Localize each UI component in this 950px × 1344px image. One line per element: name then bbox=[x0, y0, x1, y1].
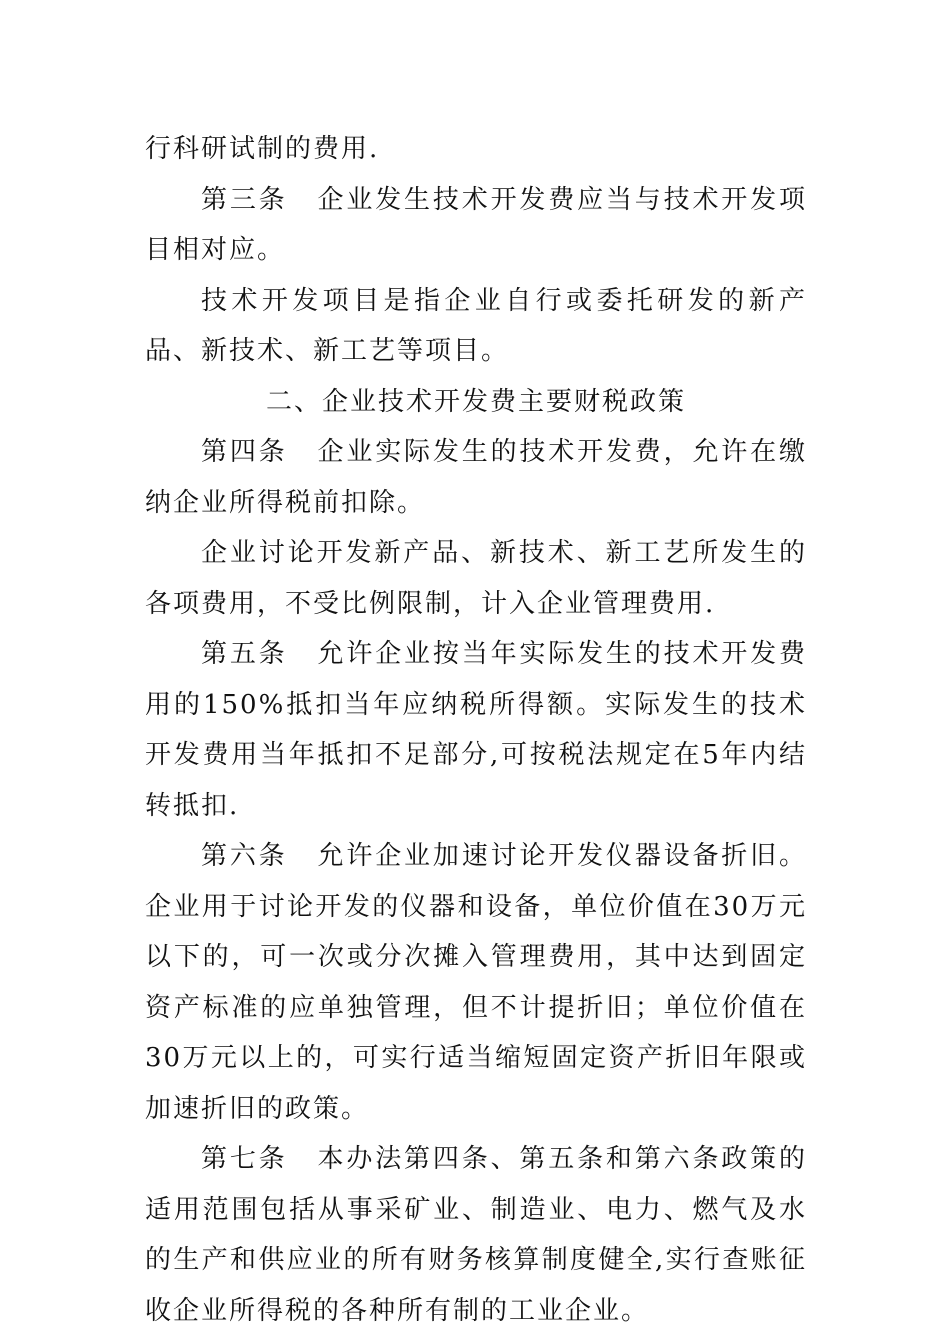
article-7-paragraph bbox=[145, 1134, 807, 1336]
article-5-paragraph bbox=[145, 629, 807, 831]
document-body bbox=[145, 124, 807, 1336]
paragraph-text: 本办法第四条、第五条和第六条政策的适用范围包括从事采矿业、制造业、电力、燃气及水的生产和供应业的所有财务核算制度健全,实行查账征收企业所得税的各种所有制的工业企业。 bbox=[145, 1144, 807, 1326]
article-number: 第五条 bbox=[201, 639, 288, 669]
tech-project-paragraph bbox=[145, 276, 807, 377]
article-6-paragraph bbox=[145, 831, 807, 1134]
article-number: 第三条 bbox=[201, 184, 288, 215]
paragraph-text: 企业发生技术开发费应当与技术开发项目相对应。 bbox=[145, 184, 807, 265]
heading-text: 二、企业技术开发费主要财税政策 bbox=[265, 386, 686, 417]
paragraph-text: 允许企业加速讨论开发仪器设备折旧。企业用于讨论开发的仪器和设备，单位价值在30万元以下的，可一次或分次摊入管理费用，其中达到固定资产标准的应单独管理，但不计提折旧；单位价值在30万元以上的，可实行适当缩短固定资产折旧年限或加速折旧的政策。 bbox=[145, 841, 807, 1124]
paragraph-continuation bbox=[145, 124, 807, 175]
article-number: 第六条 bbox=[201, 841, 288, 871]
paragraph-text: 企业讨论开发新产品、新技术、新工艺所发生的各项费用，不受比例限制，计入企业管理费用. bbox=[145, 538, 807, 619]
paragraph-text: 允许企业按当年实际发生的技术开发费用的150%抵扣当年应纳税所得额。实际发生的技术开发费用当年抵扣不足部分,可按税法规定在5年内结转抵扣. bbox=[145, 639, 807, 821]
article-4-paragraph bbox=[145, 427, 807, 528]
article-number: 第七条 bbox=[201, 1144, 288, 1174]
paragraph-text: 企业实际发生的技术开发费，允许在缴纳企业所得税前扣除。 bbox=[145, 437, 807, 518]
section-heading bbox=[145, 377, 807, 428]
article-3-paragraph bbox=[145, 175, 807, 276]
research-expense-paragraph bbox=[145, 528, 807, 629]
paragraph-text: 行科研试制的费用. bbox=[145, 134, 380, 164]
paragraph-text: 技术开发项目是指企业自行或委托研发的新产品、新技术、新工艺等项目。 bbox=[145, 285, 807, 366]
article-number: 第四条 bbox=[201, 437, 288, 467]
